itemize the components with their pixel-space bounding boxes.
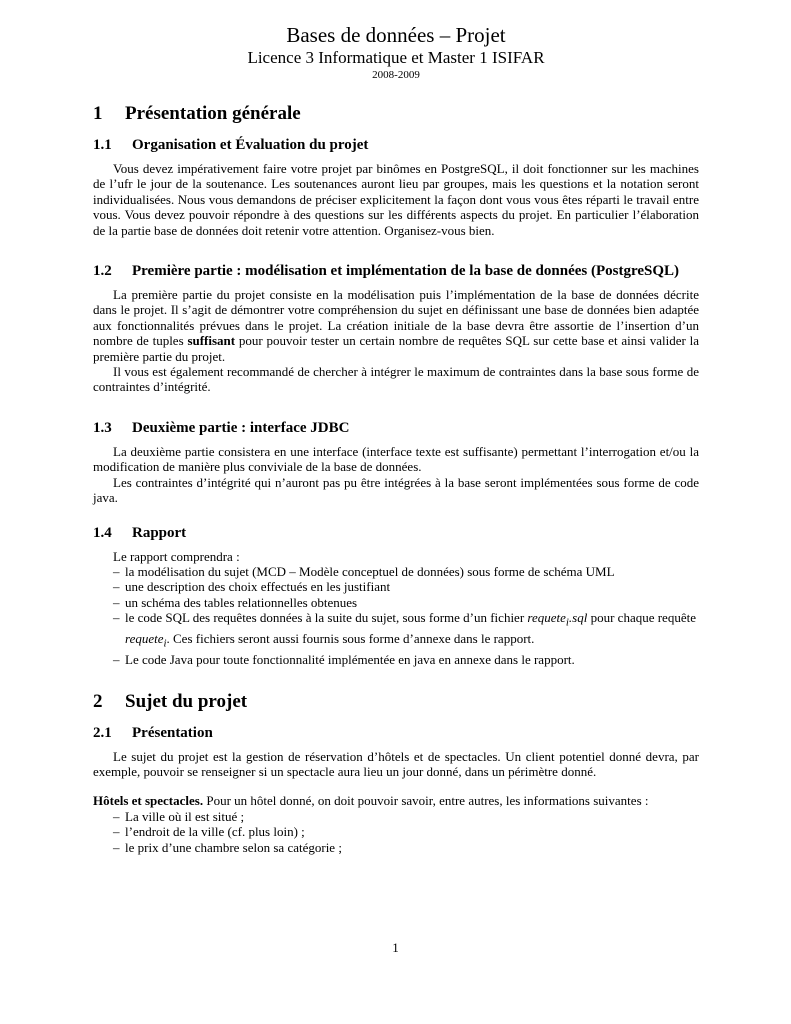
subsection-1-2 xyxy=(93,262,699,395)
emphasis-text: suffisant xyxy=(187,333,236,349)
list-item: – un schéma des tables relationnelles obtenues xyxy=(113,595,699,610)
section-title: Sujet du projet xyxy=(125,690,248,712)
subsection-title: Première partie : modélisation et implémentation de la base de données (PostgreSQL) xyxy=(132,263,680,280)
subsection-title: Organisation et Évaluation du projet xyxy=(132,137,369,153)
paragraph-text: Pour un hôtel donné, on doit pouvoir savoir, entre autres, les informations suivantes : xyxy=(203,793,649,809)
subsection-number: 2.1 xyxy=(93,724,112,741)
subsection-number: 1.2 xyxy=(93,263,112,280)
subsection-number: 1.3 xyxy=(93,419,112,436)
list-item xyxy=(113,610,699,652)
list-item: – la modélisation du sujet (MCD – Modèle conceptuel de données) sous forme de schéma UML xyxy=(113,564,699,579)
paragraph-text: pour pouvoir tester un certain nombre de requêtes SQL sur cette base et ainsi valider la première partie du projet. xyxy=(93,333,699,364)
list-item-text: pour chaque requête xyxy=(587,610,696,626)
subsection-1-4 xyxy=(93,524,699,668)
file-base: requete xyxy=(527,610,566,626)
paragraph: Le rapport comprendra : xyxy=(113,548,240,564)
query-subscript: i xyxy=(163,637,167,650)
document-title: Bases de données – Projet xyxy=(286,23,506,47)
list-item: – Le code Java pour toute fonctionnalité implémentée en java en annexe dans le rapport. xyxy=(113,652,699,667)
paragraph xyxy=(93,793,699,808)
list-item: – le prix d’une chambre selon sa catégorie ; xyxy=(113,840,699,855)
list-item: – La ville où il est situé ; xyxy=(113,809,699,824)
document-page xyxy=(93,22,699,879)
section-1-heading xyxy=(93,102,699,126)
section-number: 2 xyxy=(93,690,103,712)
list-item: – une description des choix effectués en les justifiant xyxy=(113,579,699,594)
file-extension: .sql xyxy=(568,610,588,626)
subsection-1-3 xyxy=(93,419,699,506)
paragraph: Les contraintes d’intégrité qui n’auront pas pu être intégrées à la base seront implémentées sous forme de code java. xyxy=(93,474,699,506)
paragraph-text: La première partie du projet consiste en la modélisation puis l’implémentation de la base de données décrite dans le projet. Il s’agit de démontrer votre compréhension du sujet en définissant une base de données bien adaptée aux fonctionnalités prévues dans le projet. La création initiale de la base devra être assortie de l’insertion d’un nombre de tuples xyxy=(93,287,699,349)
query-name xyxy=(125,631,167,650)
list-item-text: le code SQL des requêtes données à la suite du sujet, sous forme d’un fichier xyxy=(125,610,528,626)
list-item-text: . Ces fichiers seront aussi fournis sous forme d’annexe dans le rapport. xyxy=(166,631,535,647)
subsection-title: Rapport xyxy=(132,524,187,541)
subsection-number: 1.1 xyxy=(93,137,112,153)
paragraph: La deuxième partie consistera en une interface (interface texte est suffisante) permettant l’interrogation et/ou la modification de manière plus conviviale de la base de données. xyxy=(93,443,699,475)
section-number: 1 xyxy=(93,103,103,124)
subsection-2-1-heading xyxy=(93,724,699,743)
subsection-title: Présentation xyxy=(132,724,213,741)
title-block xyxy=(93,22,699,82)
document-subtitle: Licence 3 Informatique et Master 1 ISIFAR xyxy=(247,48,545,67)
paragraph: Il vous est également recommandé de chercher à intégrer le maximum de contraintes dans la base sous forme de contraintes d’intégrité. xyxy=(93,364,699,395)
paragraph: Vous devez impérativement faire votre projet par binômes en PostgreSQL, il doit fonctionner sur les machines de l’ufr le jour de la soutenance. Les soutenances auront lieu par groupes, mais les questions et la notation seront individualisées. Nous vous demandons de préciser explicitement la façon dont vous vous êtes réparti le travail entre vous. Vous devez pouvoir répondre à des questions sur les différents aspects du projet. En particulier l’élaboration de la partie base de données doit retenir votre attention. Organisez-vous bien. xyxy=(93,161,699,238)
section-2-heading xyxy=(93,690,699,714)
report-list xyxy=(93,564,699,668)
paragraph: Le sujet du projet est la gestion de réservation d’hôtels et de spectacles. Un client potentiel donné devra, par exemple, pouvoir se renseigner si un spectacle aura lieu un jour donné, dans un périmètre donné. xyxy=(93,748,699,779)
subsection-1-1-heading xyxy=(93,136,699,155)
query-base: requete xyxy=(125,631,164,647)
file-name xyxy=(527,610,588,629)
section-title: Présentation générale xyxy=(125,103,301,124)
subsection-number: 1.4 xyxy=(93,524,112,541)
subsection-1-3-heading xyxy=(93,419,699,438)
paragraph-heading: Hôtels et spectacles. xyxy=(93,793,204,809)
file-subscript: i xyxy=(565,616,569,629)
subsection-1-1 xyxy=(93,136,699,238)
hotel-info-list xyxy=(93,809,699,855)
subsection-1-2-heading xyxy=(93,262,699,281)
subsection-2-1 xyxy=(93,724,699,855)
document-year: 2008-2009 xyxy=(372,69,420,81)
subsection-title: Deuxième partie : interface JDBC xyxy=(132,419,350,436)
subsection-1-4-heading xyxy=(93,524,699,543)
list-item: – l’endroit de la ville (cf. plus loin) ; xyxy=(113,824,699,839)
paragraph xyxy=(93,287,699,364)
page-number: 1 xyxy=(392,940,399,955)
